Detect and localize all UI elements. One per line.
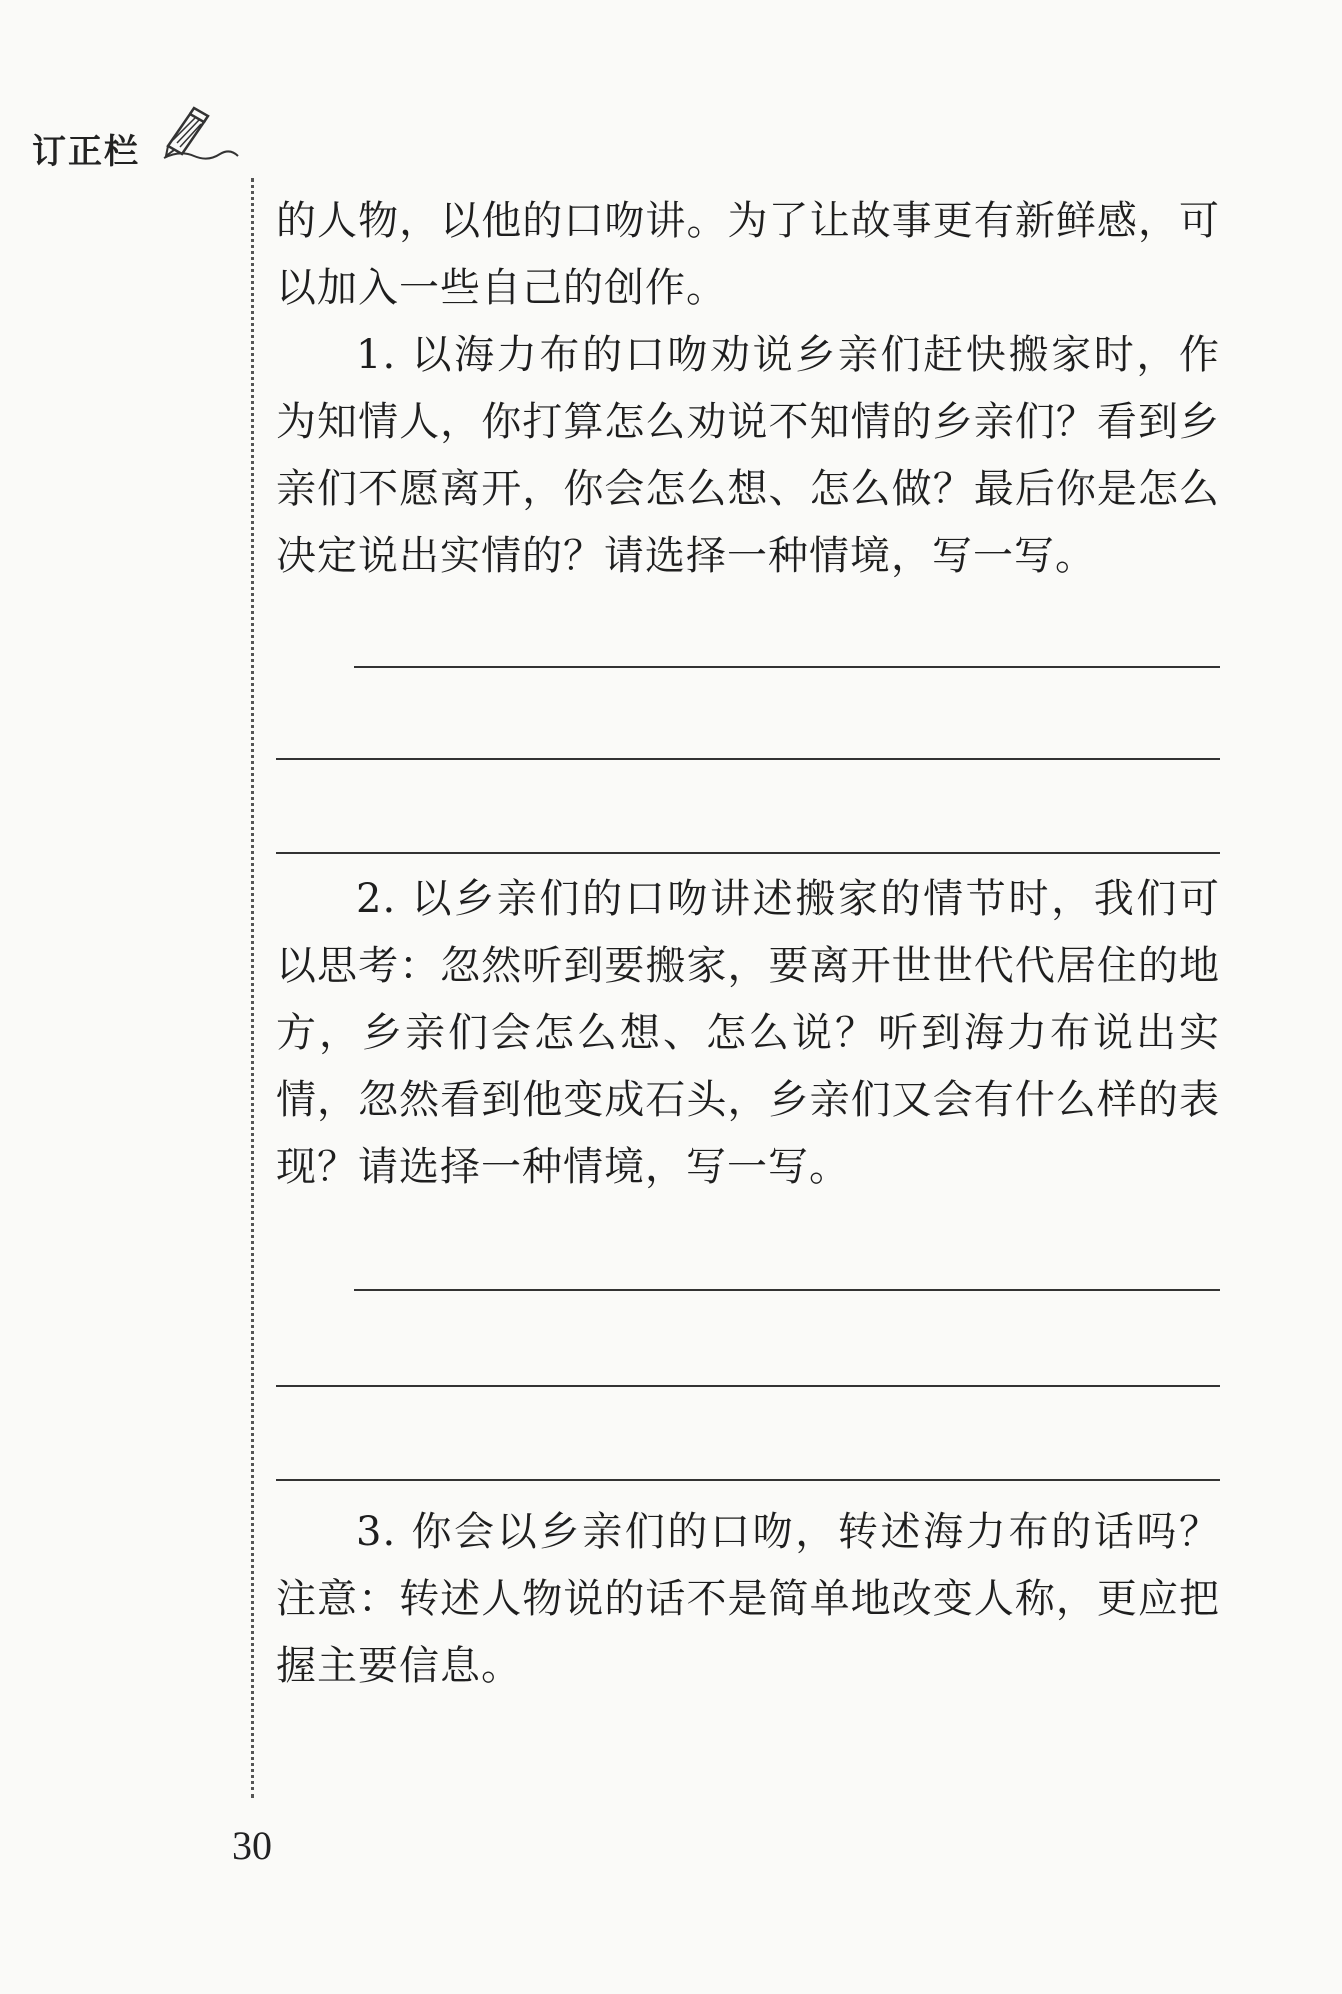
answer-line[interactable] — [276, 1385, 1220, 1387]
main-content — [276, 188, 1220, 1700]
correction-column-title: 订正栏 — [32, 132, 140, 172]
question-1: 1. 以海力布的口吻劝说乡亲们赶快搬家时，作为知情人，你打算怎么劝说不知情的乡亲们？看到乡亲们不愿离开，你会怎么想、怎么做？最后你是怎么决定说出实情的？请选择一种情境，写一写。 — [276, 332, 1220, 579]
answer-lines-1 — [276, 666, 1220, 854]
answer-lines-2 — [276, 1289, 1220, 1481]
question-2: 2. 以乡亲们的口吻讲述搬家的情节时，我们可以思考：忽然听到要搬家，要离开世世代代居住的地方，乡亲们会怎么想、怎么说？听到海力布说出实情，忽然看到他变成石头，乡亲们又会有什么样的表现？请选择一种情境，写一写。 — [276, 876, 1220, 1190]
answer-line[interactable] — [276, 852, 1220, 854]
answer-line[interactable] — [276, 758, 1220, 760]
answer-line[interactable] — [354, 1289, 1220, 1291]
answer-line[interactable] — [276, 1479, 1220, 1481]
page-number: 30 — [232, 1823, 272, 1868]
intro-paragraph: 的人物，以他的口吻讲。为了让故事更有新鲜感，可以加入一些自己的创作。 — [276, 198, 1220, 311]
answer-line[interactable] — [354, 666, 1220, 668]
pencil-note-icon — [160, 100, 240, 160]
question-3: 3. 你会以乡亲们的口吻，转述海力布的话吗？注意：转述人物说的话不是简单地改变人称，更应把握主要信息。 — [276, 1509, 1220, 1689]
margin-divider — [251, 178, 254, 1798]
